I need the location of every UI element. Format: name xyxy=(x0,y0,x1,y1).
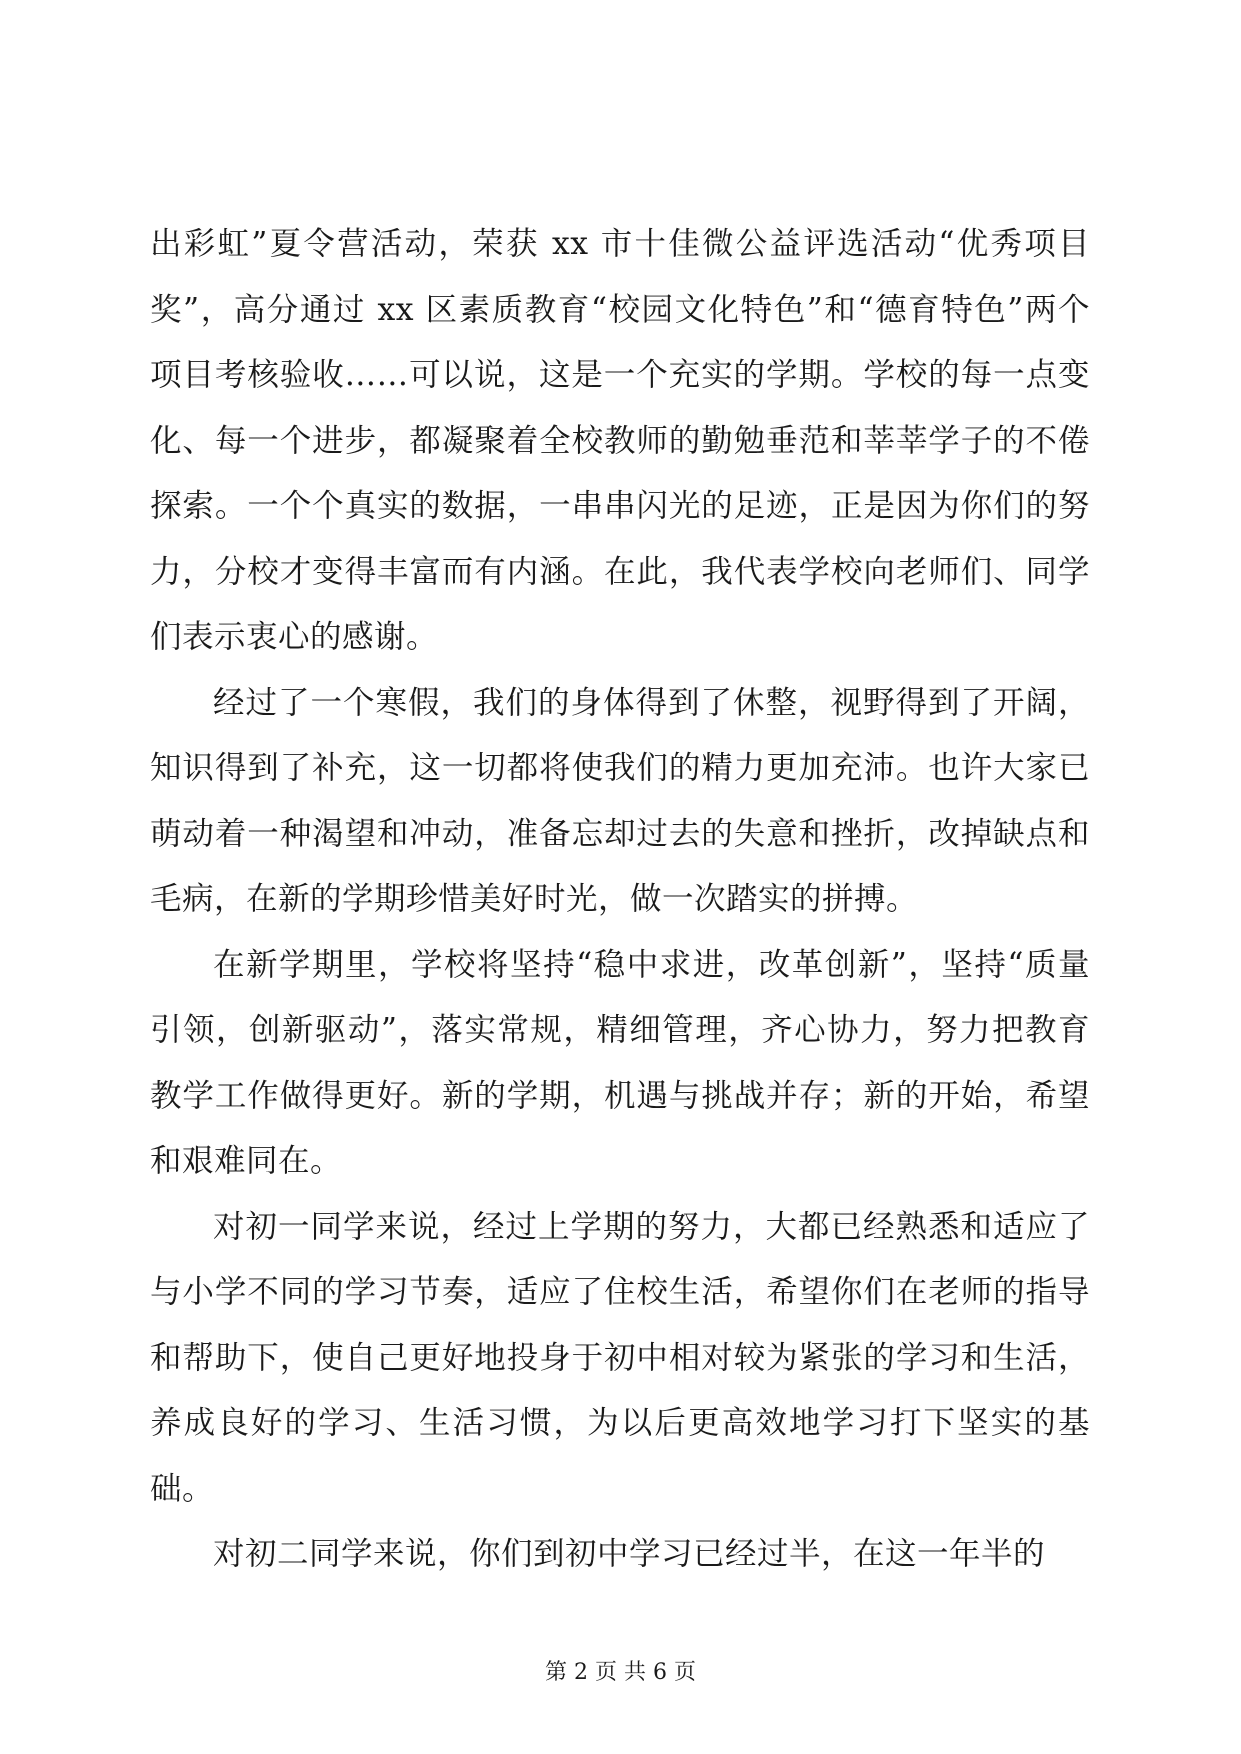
page-footer: 第 2 页 共 6 页 xyxy=(545,1660,696,1685)
paragraph-1: 出彩虹”夏令营活动，荣获 xx 市十佳微公益评选活动“优秀项目奖”，高分通过 xx 区素质教育“校园文化特色”和“德育特色”两个项目考核验收……可以说，这是一个充实的学期。学校的每一点变化、每一个进步，都凝聚着全校教师的勤勉垂范和莘莘学子的不倦探索。一个个真实的数据，一串串闪光的足迹，正是因为你们的努力，分校才变得丰富而有内涵。在此，我代表学校向老师们、同学们表示衷心的感谢。 xyxy=(150,226,1090,655)
paragraph-4: 对初一同学来说，经过上学期的努力，大都已经熟悉和适应了与小学不同的学习节奏，适应了住校生活，希望你们在老师的指导和帮助下，使自己更好地投身于初中相对较为紧张的学习和生活，养成良好的学习、生活习惯，为以后更高效地学习打下坚实的基础。 xyxy=(150,1208,1090,1507)
paragraph-2: 经过了一个寒假，我们的身体得到了休整，视野得到了开阔，知识得到了补充，这一切都将使我们的精力更加充沛。也许大家已萌动着一种渴望和冲动，准备忘却过去的失意和挫折，改掉缺点和毛病，在新的学期珍惜美好时光，做一次踏实的拼搏。 xyxy=(150,684,1090,917)
paragraph-3: 在新学期里，学校将坚持“稳中求进，改革创新”，坚持“质量引领，创新驱动”，落实常规，精细管理，齐心协力，努力把教育教学工作做得更好。新的学期，机遇与挑战并存；新的开始，希望和艰难同在。 xyxy=(150,946,1090,1179)
paragraph-5: 对初二同学来说，你们到初中学习已经过半，在这一年半的 xyxy=(213,1536,1046,1572)
document-body xyxy=(150,212,1090,1588)
